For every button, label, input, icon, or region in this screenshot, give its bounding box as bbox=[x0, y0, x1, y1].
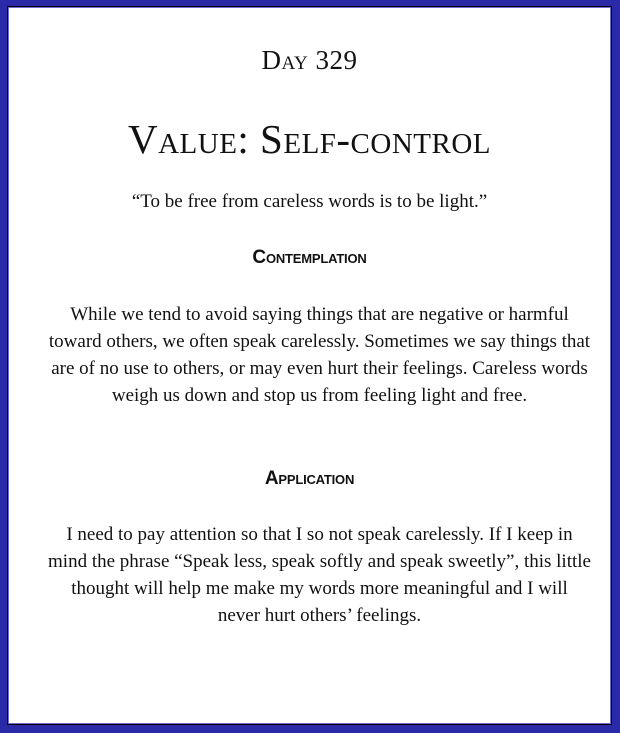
day-label: Day 329 bbox=[261, 45, 358, 75]
application-text: I need to pay attention so that I so not speak carelessly. If I keep in mind the phrase “Speak less, speak softly and speak sweetly”, this little thought will help me make my words more meaningful and I will never hurt others’ feelings. bbox=[48, 524, 591, 626]
contemplation-text: While we tend to avoid saying things that are negative or harmful toward others, we often speak carelessly. Sometimes we say things that are of no use to others, or may even hurt their feelings. Careless words weigh us down and stop us from feeling light and free. bbox=[48, 304, 591, 406]
quote: “To be free from careless words is to be light.” bbox=[131, 191, 488, 212]
application-heading: Application bbox=[264, 468, 355, 489]
value-title: Value: Self-control bbox=[127, 116, 492, 162]
contemplation-heading: Contemplation bbox=[252, 247, 367, 268]
document-page bbox=[7, 6, 612, 725]
